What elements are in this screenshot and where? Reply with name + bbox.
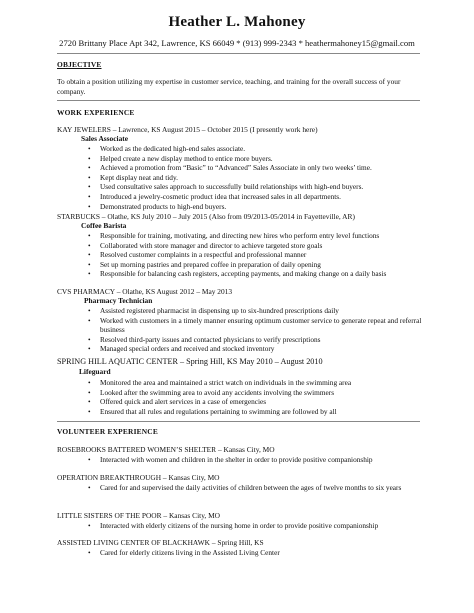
bullet-icon: • <box>88 406 91 416</box>
bullet-icon: • <box>88 344 91 354</box>
employer-spring-hill: SPRING HILL AQUATIC CENTER – Spring Hill, KS May 2010 – August 2010 <box>57 357 323 366</box>
bullet-icon: • <box>88 259 91 269</box>
bullet-icon: • <box>88 191 91 201</box>
bullet-icon: • <box>88 144 91 153</box>
bullet-icon: • <box>88 387 91 397</box>
bullet-icon: • <box>88 378 91 387</box>
work-heading: WORK EXPERIENCE <box>57 108 135 117</box>
header-divider <box>57 53 420 54</box>
bullet-icon: • <box>88 521 91 530</box>
role-sales-associate: Sales Associate <box>81 134 129 143</box>
objective-divider <box>57 100 420 101</box>
objective-text: To obtain a position utilizing my expertise in customer service, teaching, and training for the overall success of your company. <box>57 77 401 97</box>
list-item: • Ensured that all rules and regulations pertaining to swimming are followed by all <box>88 406 337 416</box>
list-item: • Looked after the swimming area to avoid any accidents involving the swimmers <box>88 387 335 397</box>
list-item: • Collaborated with store manager and director to achieve targeted store goals <box>88 240 323 250</box>
little-sisters-bullets <box>88 521 424 531</box>
list-item: • Demonstrated products to high-end buyers. <box>88 201 227 211</box>
list-item: • Monitored the area and maintained a strict watch on individuals in the swimming area <box>88 378 352 387</box>
bullet-icon: • <box>88 163 91 173</box>
rosebrooks-bullets <box>88 455 424 465</box>
volunteer-rosebrooks: ROSEBROOKS BATTERED WOMEN’S SHELTER – Kansas City, MO <box>57 445 275 454</box>
work-divider <box>57 421 420 422</box>
list-item: • Introduced a jewelry-cosmetic product idea that increased sales in all departments. <box>88 191 341 201</box>
resume-name: Heather L. Mahoney <box>168 14 306 30</box>
lifeguard-bullets <box>88 378 424 416</box>
bullet-icon: • <box>88 548 91 557</box>
bullet-icon: • <box>88 182 91 192</box>
volunteer-little-sisters: LITTLE SISTERS OF THE POOR – Kansas City, MO <box>57 511 221 520</box>
list-item: • Achieved a promotion from “Basic” to “Advanced” Sales Associate in only two weeks’ time. <box>88 163 372 173</box>
employer-kay: KAY JEWELERS – Lawrence, KS August 2015 – October 2015 (I presently work here) <box>57 125 318 134</box>
bullet-icon: • <box>88 455 91 464</box>
list-item: • Responsible for training, motivating, and directing new hires who perform entry level functions <box>88 231 380 240</box>
list-item: • Offered quick and alert services in a case of emergencies <box>88 397 267 407</box>
employer-cvs: CVS PHARMACY – Olathe, KS August 2012 – May 2013 <box>57 287 233 296</box>
role-coffee-barista: Coffee Barista <box>81 221 127 230</box>
bullet-icon: • <box>88 240 91 250</box>
role-pharmacy-technician: Pharmacy Technician <box>84 296 153 305</box>
list-item: • Interacted with women and children in the shelter in order to provide positive companionship <box>88 455 373 464</box>
list-item: • Helped create a new display method to entice more buyers. <box>88 153 273 163</box>
starbucks-bullets <box>88 231 424 279</box>
bullet-icon: • <box>88 201 91 211</box>
role-lifeguard: Lifeguard <box>79 367 111 376</box>
list-item: • Managed special orders and received and stocked inventory <box>88 344 275 354</box>
volunteer-heading: VOLUNTEER EXPERIENCE <box>57 427 158 436</box>
bullet-icon: • <box>88 306 91 315</box>
list-item: • Set up morning pastries and prepared coffee in preparation of daily opening <box>88 259 321 269</box>
bullet-icon: • <box>88 397 91 407</box>
list-item: • Responsible for balancing cash registers, accepting payments, and making change on a daily basis <box>88 269 387 279</box>
objective-heading: OBJECTIVE <box>57 60 102 69</box>
list-item: • Resolved customer complaints in a respectful and professional manner <box>88 250 307 260</box>
bullet-icon: • <box>88 269 91 279</box>
list-item: • Resolved third-party issues and contacted physicians to verify prescriptions <box>88 334 321 344</box>
bullet-icon: • <box>88 153 91 163</box>
list-item: • Worked as the dedicated high-end sales associate. <box>88 144 246 153</box>
contact-line: 2720 Brittany Place Apt 342, Lawrence, KS 66049 * (913) 999-2343 * heathermahoney15@gmail.com <box>59 38 415 48</box>
volunteer-blackhawk: ASSISTED LIVING CENTER OF BLACKHAWK – Spring Hill, KS <box>57 538 264 547</box>
bullet-icon: • <box>88 483 91 492</box>
breakthrough-bullets <box>88 483 424 493</box>
list-item: • Used consultative sales approach to successfully build relationships with high-end buyers. <box>88 182 364 192</box>
bullet-icon: • <box>88 231 91 240</box>
list-item: • Worked with customers in a timely manner ensuring optimum customer service to generate repeat and referral business <box>88 315 422 335</box>
bullet-icon: • <box>88 334 91 344</box>
employer-starbucks: STARBUCKS – Olathe, KS July 2010 – July 2015 (Also from 09/2013-05/2014 in Fayetteville, AR) <box>57 212 355 221</box>
list-item: • Assisted registered pharmacist in dispensing up to six-hundred prescriptions daily <box>88 306 339 315</box>
bullet-icon: • <box>88 250 91 260</box>
kay-bullets <box>88 144 424 211</box>
bullet-icon: • <box>88 172 91 182</box>
bullet-icon: • <box>88 315 91 325</box>
list-item: • Cared for and supervised the daily activities of children between the ages of twelve months to six years <box>88 483 402 492</box>
blackhawk-bullets <box>88 548 424 558</box>
list-item: • Cared for elderly citizens living in the Assisted Living Center <box>88 548 280 557</box>
volunteer-operation-breakthrough: OPERATION BREAKTHROUGH – Kansas City, MO <box>57 473 220 482</box>
list-item: • Interacted with elderly citizens of the nursing home in order to provide positive companionship <box>88 521 379 530</box>
cvs-bullets <box>88 306 424 354</box>
list-item: • Kept display neat and tidy. <box>88 172 178 182</box>
